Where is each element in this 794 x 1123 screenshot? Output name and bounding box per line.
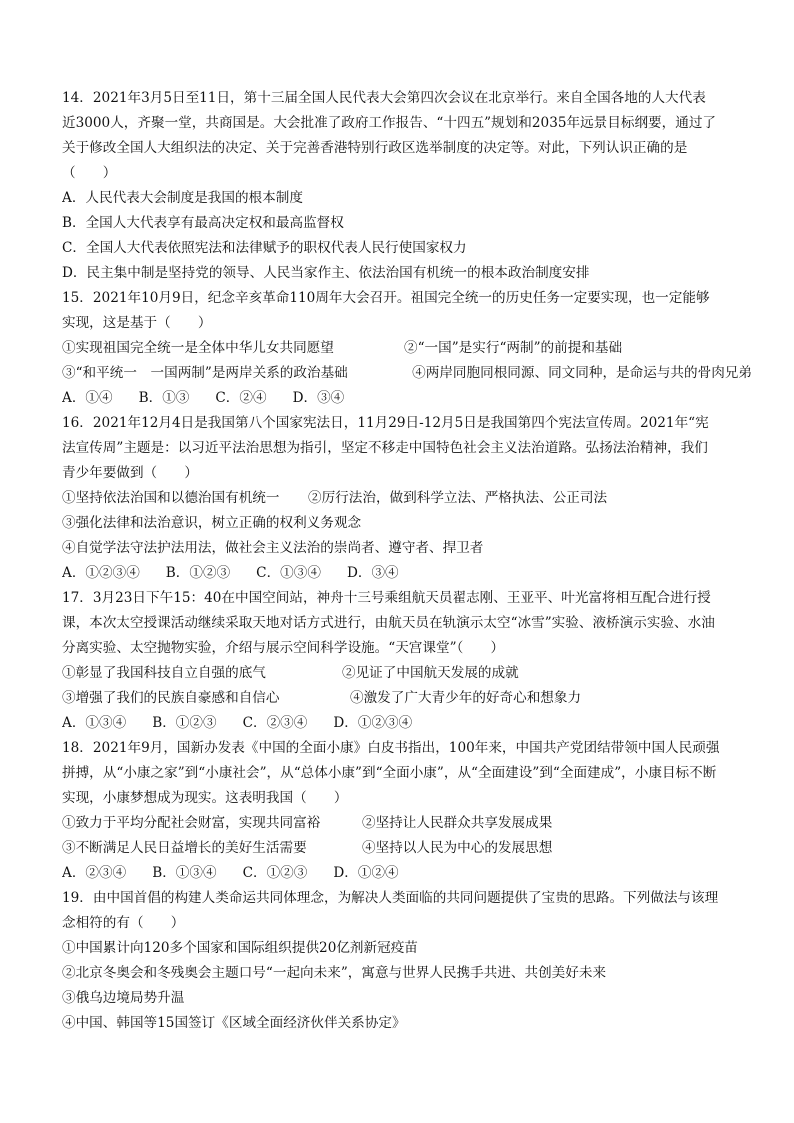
question-14 (62, 86, 752, 286)
question-16-stem-line-2: 法宣传周”主题是：以习近平法治思想为指引，坚定不移走中国特色社会主义法治道路。弘扬法治精神，我们 (62, 440, 708, 456)
question-15-stem-line-2: 实现，这是基于（ ） (62, 315, 212, 331)
question-15-items-row-2 (62, 361, 752, 386)
question-15-item-3: ③“和平统一 一国两制”是两岸关系的政治基础 (62, 365, 348, 381)
question-18-items-row-1 (62, 811, 752, 836)
question-16-item-3: ③强化法律和法治意识，树立正确的权利义务观念 (62, 515, 362, 531)
question-18-item-2: ②坚持让人民群众共享发展成果 (362, 815, 553, 831)
question-18-stem-line-1: 18．2021年9月，国新办发表《中国的全面小康》白皮书指出，100年来，中国共产党团结带领中国人民顽强 (62, 740, 720, 756)
question-14-stem-line-3: 关于修改全国人大组织法的决定、关于完善香港特别行政区选举制度的决定等。对此，下列认识正确的是 (62, 140, 688, 156)
question-17 (62, 586, 752, 736)
question-15-choice-d: D．③④ (292, 390, 345, 406)
question-16-item-2: ②厉行法治，做到科学立法、严格执法、公正司法 (308, 490, 608, 506)
question-19-item-3: ③俄乌边境局势升温 (62, 990, 185, 1006)
question-17-stem-line-2: 课，本次太空授课活动继续采取天地对话方式进行，由航天员在轨演示太空“冰雪”实验、液桥演示实验、水油 (62, 615, 715, 631)
question-18-choices (62, 861, 752, 886)
question-18-stem-line-2: 拼搏，从“小康之家”到“小康社会”，从“总体小康”到“全面小康”，从“全面建设”到“全面建成”，小康目标不断 (62, 765, 717, 781)
question-17-items-row-2 (62, 686, 752, 711)
question-14-option-c: C．全国人大代表依照宪法和法律赋予的职权代表人民行使国家权力 (62, 240, 467, 256)
question-15-choices (62, 386, 752, 411)
question-16-choice-c: C．①③④ (256, 565, 321, 581)
question-15-stem-line-1: 15．2021年10月9日，纪念辛亥革命110周年大会召开。祖国完全统一的历史任务一定要实现，也一定能够 (62, 290, 710, 306)
question-17-item-3: ③增强了我们的民族自豪感和自信心 (62, 690, 280, 706)
question-16-choice-a: A．①②③④ (62, 565, 140, 581)
question-16-item-4: ④自觉学法守法护法用法，做社会主义法治的崇尚者、遵守者、捍卫者 (62, 540, 484, 556)
question-19-item-4: ④中国、韩国等15国签订《区域全面经济伙伴关系协定》 (62, 1015, 406, 1031)
question-18-choice-b: B．①③④ (152, 865, 217, 881)
question-19-stem-line-1: 19．由中国首倡的构建人类命运共同体理念，为解决人类面临的共同问题提供了宝贵的思路。下列做法与该理 (62, 890, 719, 906)
question-17-choice-d: D．①②③④ (333, 715, 413, 731)
question-16-choices (62, 561, 752, 586)
question-15-items-row-1 (62, 336, 752, 361)
question-16-items-row-1 (62, 486, 752, 511)
question-14-option-a: A．人民代表大会制度是我国的根本制度 (62, 190, 303, 206)
question-17-choice-c: C．②③④ (242, 715, 308, 731)
question-19-stem-line-2: 念相符的有（ ） (62, 915, 185, 931)
question-15-item-2: ②“一国”是实行“两制”的前提和基础 (404, 340, 623, 356)
question-17-item-4: ④激发了广大青少年的好奇心和想象力 (350, 690, 582, 706)
question-17-items-row-1 (62, 661, 752, 686)
question-15-item-4: ④两岸同胞同根同源、同文同种，是命运与共的骨肉兄弟 (412, 365, 752, 381)
question-14-stem-line-1: 14．2021年3月5日至11日，第十三届全国人民代表大会第四次会议在北京举行。来自全国各地的人大代表 (62, 90, 706, 106)
question-17-item-1: ①彰显了我国科技自立自强的底气 (62, 665, 266, 681)
question-18-item-3: ③不断满足人民日益增长的美好生活需要 (62, 840, 307, 856)
question-15-choice-c: C．②④ (215, 390, 267, 406)
question-18-choice-a: A．②③④ (62, 865, 127, 881)
question-18-item-4: ④坚持以人民为中心的发展思想 (362, 840, 553, 856)
question-14-answer-blank: （ ） (62, 165, 117, 181)
question-18-items-row-2 (62, 836, 752, 861)
question-16-choice-d: D．③④ (346, 565, 399, 581)
question-15-item-1: ①实现祖国完全统一是全体中华儿女共同愿望 (62, 340, 334, 356)
question-18-stem-line-3: 实现，小康梦想成为现实。这表明我国（ ） (62, 790, 348, 806)
question-16 (62, 411, 752, 586)
question-18-choice-c: C．①②③ (242, 865, 308, 881)
question-18-choice-d: D．①②④ (333, 865, 399, 881)
question-18-item-1: ①致力于平均分配社会财富，实现共同富裕 (62, 815, 321, 831)
question-16-stem-line-3: 青少年要做到（ ） (62, 465, 198, 481)
question-16-stem-line-1: 16．2021年12月4日是我国第八个国家宪法日，11月29日-12月5日是我国第四个宪法宣传周。2021年“宪 (62, 415, 709, 431)
question-14-option-b: B．全国人大代表享有最高决定权和最高监督权 (62, 215, 344, 231)
question-18 (62, 736, 752, 886)
question-17-stem-line-3: 分离实验、太空抛物实验，介绍与展示空间科学设施。“天宫课堂”（ ） (62, 640, 505, 656)
exam-page (62, 86, 752, 1036)
question-19 (62, 886, 752, 1036)
question-14-option-d: D．民主集中制是坚持党的领导、人民当家作主、依法治国有机统一的根本政治制度安排 (62, 265, 590, 281)
question-16-item-1: ①坚持依法治国和以德治国有机统一 (62, 490, 280, 506)
question-17-stem-line-1: 17．3月23日下午15：40在中国空间站，神舟十三号乘组航天员翟志刚、王亚平、叶光富将相互配合进行授 (62, 590, 711, 606)
question-15-choice-b: B．①③ (138, 390, 190, 406)
question-15 (62, 286, 752, 411)
question-17-choice-b: B．①②③ (152, 715, 217, 731)
question-17-item-2: ②见证了中国航天发展的成就 (342, 665, 519, 681)
question-19-item-1: ①中国累计向120多个国家和国际组织提供20亿剂新冠疫苗 (62, 940, 418, 956)
question-14-stem-line-2: 近3000人，齐聚一堂，共商国是。大会批准了政府工作报告、“十四五”规划和2035年远景目标纲要，通过了 (62, 115, 717, 131)
question-19-item-2: ②北京冬奥会和冬残奥会主题口号“一起向未来”，寓意与世界人民携手共进、共创美好未来 (62, 965, 607, 981)
question-17-choice-a: A．①③④ (62, 715, 127, 731)
question-16-choice-b: B．①②③ (165, 565, 231, 581)
question-17-choices (62, 711, 752, 736)
question-15-choice-a: A．①④ (62, 390, 113, 406)
